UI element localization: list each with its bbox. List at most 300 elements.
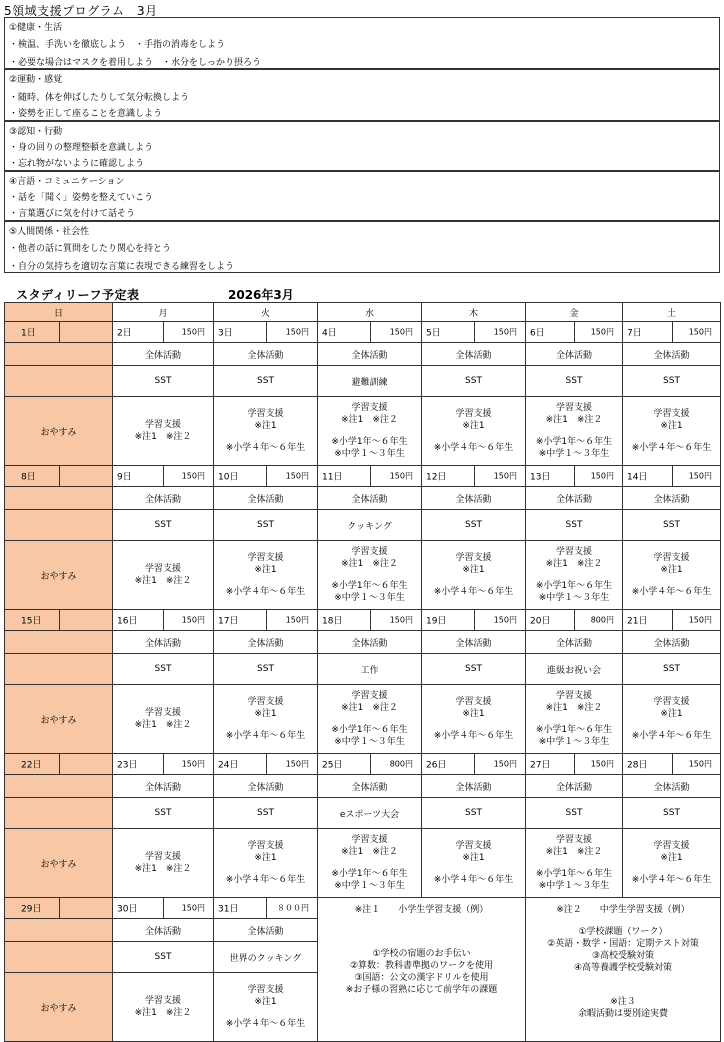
study-support-cell (623, 829, 721, 898)
divider (672, 754, 673, 774)
study-line: ※注1 ※注２ (134, 576, 192, 586)
divider (266, 898, 267, 918)
fee: 150円 (493, 327, 517, 337)
study-line: ※小学４年～６年生 (225, 731, 306, 741)
study-line: ※小学４年～６年生 (225, 587, 306, 597)
spacer (318, 426, 421, 436)
date-cell (422, 322, 526, 343)
fee: 150円 (688, 615, 712, 625)
activity-label: 全体活動 (247, 350, 284, 361)
study-line: ※注1 ※注２ (134, 720, 192, 730)
event-cell (113, 510, 214, 541)
event-cell (623, 654, 721, 685)
study-line: 学習支援 (351, 835, 388, 845)
study-line: ※小学1年～６年生 (331, 725, 408, 735)
sunday-date-cell (5, 754, 113, 775)
study-line: ※小学４年～６年生 (433, 731, 514, 741)
note2-line: ①学校課題（ワーク） (578, 927, 668, 937)
study-line: ※小学1年～６年生 (535, 581, 613, 591)
date-number: 26日 (426, 760, 447, 771)
divider (163, 754, 164, 774)
day-header (623, 303, 721, 322)
study-support-cell (214, 397, 318, 466)
fee: ８００円 (277, 903, 309, 913)
date-cell (623, 322, 721, 343)
divider (163, 610, 164, 630)
activity-label: 全体活動 (351, 782, 388, 793)
study-line: ※小学４年～６年生 (433, 443, 514, 453)
divider (574, 610, 575, 630)
study-line: 学習支援 (144, 996, 181, 1006)
event-label: SST (154, 664, 172, 674)
activity-label: 全体活動 (555, 350, 592, 361)
event-label: SST (565, 520, 583, 530)
fee: 150円 (285, 471, 309, 481)
date-number: 16日 (117, 616, 138, 627)
date-cell (318, 610, 422, 631)
event-cell (214, 654, 318, 685)
study-line: ※注1 (254, 853, 277, 863)
event-label: 避難訓練 (351, 377, 388, 388)
study-line: 学習支援 (351, 547, 388, 557)
study-line: ※注1 (660, 421, 683, 431)
day-header (526, 303, 623, 322)
section-heading: ②運動・感覚 (9, 75, 63, 85)
spacer (526, 916, 720, 926)
activity-cell (318, 343, 422, 366)
study-support-cell (113, 685, 214, 754)
section-line: ・随時、体を伸ばしたりして気分転換しよう (9, 93, 190, 103)
study-line: 学習支援 (144, 420, 181, 430)
fee: 150円 (590, 471, 614, 481)
note1-cell (318, 898, 526, 1042)
fee: 150円 (688, 327, 712, 337)
sunday-cell (5, 654, 113, 685)
date-number: 17日 (218, 616, 239, 627)
date-cell (526, 610, 623, 631)
study-support-cell (113, 541, 214, 610)
study-support-cell (318, 397, 422, 466)
activity-cell (422, 631, 526, 654)
date-cell (623, 466, 721, 487)
activity-cell (623, 775, 721, 798)
sunday-cell (5, 919, 113, 942)
note2-tail: 余暇活動は要別途実費 (577, 1009, 668, 1019)
study-line: ※小学４年～６年生 (631, 443, 712, 453)
fee: 150円 (688, 759, 712, 769)
program-title: 5領域支援プログラム 3月 (4, 4, 158, 18)
date-number: 1日 (21, 328, 36, 339)
date-number: 14日 (627, 472, 648, 483)
study-line: ※注1 ※注２ (545, 415, 603, 425)
activity-label: 全体活動 (144, 350, 181, 361)
spacer (422, 720, 525, 730)
spacer (526, 714, 622, 724)
event-label: SST (257, 520, 274, 530)
event-cell (113, 798, 214, 829)
study-line: ※小学1年～６年生 (535, 869, 613, 879)
study-line: ※注1 (462, 421, 485, 431)
fee: 800円 (590, 615, 614, 625)
activity-cell (526, 631, 623, 654)
study-line: ※小学４年～６年生 (433, 587, 514, 597)
day-header (214, 303, 318, 322)
divider (370, 466, 371, 486)
rest-label: おやすみ (40, 427, 77, 438)
program-box-cognition (4, 121, 720, 171)
divider (474, 610, 475, 630)
fee: 150円 (285, 615, 309, 625)
fee: 150円 (688, 471, 712, 481)
study-line: ※小学４年～６年生 (225, 1019, 306, 1029)
divider (266, 322, 267, 342)
study-line: 学習支援 (653, 409, 690, 419)
fee: 150円 (181, 903, 205, 913)
day-header-label: 木 (468, 308, 478, 319)
date-number: 4日 (322, 328, 337, 339)
study-line: ※注1 ※注２ (545, 559, 603, 569)
spacer (422, 864, 525, 874)
fee: 150円 (389, 327, 413, 337)
note1-line: ②算数：教科書準拠のワークを使用 (349, 961, 494, 971)
study-line: ※注1 ※注２ (134, 1008, 192, 1018)
program-box-motor (4, 69, 720, 121)
day-header-label: 火 (260, 308, 270, 319)
study-support-cell (526, 541, 623, 610)
study-line: 学習支援 (455, 841, 492, 851)
study-line: 学習支援 (455, 553, 492, 563)
rest-cell (5, 397, 113, 466)
study-line: ※注1 (660, 853, 683, 863)
note2-tail: ※注３ (610, 997, 636, 1007)
study-line: ※小学４年～６年生 (631, 587, 712, 597)
study-line: 学習支援 (351, 691, 388, 701)
study-support-cell (422, 541, 526, 610)
study-support-cell (422, 397, 526, 466)
event-label: 工作 (360, 665, 379, 676)
activity-cell (623, 631, 721, 654)
study-line: ※小学1年～６年生 (535, 437, 613, 447)
divider (574, 466, 575, 486)
event-cell (318, 510, 422, 541)
study-line: ※中学１～３年生 (334, 737, 405, 747)
study-line: ※中学１～３年生 (538, 593, 610, 603)
divider (59, 322, 60, 342)
program-box-language (4, 171, 720, 221)
study-line: ※中学１～３年生 (538, 449, 610, 459)
divider (370, 610, 371, 630)
activity-cell (526, 343, 623, 366)
date-number: 30日 (117, 904, 138, 915)
study-line: ※注1 (254, 421, 277, 431)
spacer (623, 720, 720, 730)
activity-label: 全体活動 (555, 782, 592, 793)
study-support-cell (318, 541, 422, 610)
study-support-cell (318, 829, 422, 898)
event-label: SST (663, 808, 680, 818)
activity-label: 全体活動 (555, 638, 592, 649)
study-support-cell (422, 829, 526, 898)
divider (266, 466, 267, 486)
fee: 150円 (389, 471, 413, 481)
study-line: ※注1 ※注２ (341, 559, 398, 569)
spacer (526, 426, 622, 436)
spacer (214, 864, 317, 874)
divider (672, 610, 673, 630)
activity-label: 全体活動 (247, 494, 284, 505)
divider (266, 610, 267, 630)
schedule-month: 2026年3月 (228, 288, 294, 302)
activity-label: 全体活動 (351, 350, 388, 361)
date-number: 31日 (218, 904, 239, 915)
activity-label: 全体活動 (247, 782, 284, 793)
study-line: ※小学４年～６年生 (631, 875, 712, 885)
study-line: 学習支援 (247, 409, 284, 419)
event-label: eスポーツ大会 (339, 809, 400, 820)
fee: 150円 (181, 615, 205, 625)
study-support-cell (526, 685, 623, 754)
date-number: 12日 (426, 472, 447, 483)
section-heading: ③認知・行動 (9, 127, 63, 137)
date-number: 7日 (627, 328, 642, 339)
date-cell (113, 322, 214, 343)
divider (370, 322, 371, 342)
study-line: 学習支援 (555, 691, 592, 701)
study-line: ※注1 ※注２ (341, 415, 398, 425)
fee: 800円 (389, 759, 413, 769)
spacer (526, 858, 622, 868)
rest-cell (5, 541, 113, 610)
study-support-cell (623, 541, 721, 610)
day-header-label: 金 (569, 308, 579, 319)
date-cell (214, 754, 318, 775)
spacer (422, 432, 525, 442)
study-line: ※小学４年～６年生 (631, 731, 712, 741)
activity-cell (113, 343, 214, 366)
fee: 150円 (285, 759, 309, 769)
study-line: ※注1 (254, 709, 277, 719)
study-line: ※注1 ※注２ (341, 847, 398, 857)
activity-label: 全体活動 (455, 782, 492, 793)
activity-cell (422, 487, 526, 510)
study-line: ※中学１～３年生 (334, 593, 405, 603)
study-line: ※注1 (462, 853, 485, 863)
activity-label: 全体活動 (653, 350, 690, 361)
study-support-cell (214, 541, 318, 610)
study-line: 学習支援 (455, 409, 492, 419)
event-label: SST (565, 808, 583, 818)
date-cell (422, 754, 526, 775)
sunday-cell (5, 343, 113, 366)
activity-label: 全体活動 (653, 638, 690, 649)
study-line: ※小学1年～６年生 (331, 437, 408, 447)
study-line: ※小学４年～６年生 (225, 443, 306, 453)
event-label: SST (465, 376, 482, 386)
study-line: 学習支援 (144, 852, 181, 862)
fee: 150円 (493, 615, 517, 625)
event-cell (318, 366, 422, 397)
event-cell (214, 366, 318, 397)
activity-label: 全体活動 (351, 638, 388, 649)
activity-label: 全体活動 (653, 494, 690, 505)
divider (574, 754, 575, 774)
event-label: SST (663, 664, 680, 674)
fee: 150円 (181, 327, 205, 337)
date-cell (318, 466, 422, 487)
date-number: 20日 (530, 616, 551, 627)
study-line: 学習支援 (144, 564, 181, 574)
study-line: ※中学１～３年生 (334, 881, 405, 891)
activity-cell (214, 631, 318, 654)
day-header-label: 水 (364, 308, 374, 319)
study-line: 学習支援 (247, 985, 284, 995)
divider (59, 610, 60, 630)
spacer (318, 916, 525, 948)
study-line: 学習支援 (455, 697, 492, 707)
study-line: ※注1 ※注２ (341, 703, 398, 713)
study-line: 学習支援 (144, 708, 181, 718)
event-label: SST (663, 520, 680, 530)
event-cell (526, 654, 623, 685)
date-number: 13日 (530, 472, 551, 483)
event-label: 進級お祝い会 (546, 665, 601, 676)
date-number: 15日 (21, 616, 42, 627)
sunday-cell (5, 942, 113, 973)
date-number: 19日 (426, 616, 447, 627)
date-cell (526, 322, 623, 343)
date-number: 9日 (117, 472, 132, 483)
date-number: 23日 (117, 760, 138, 771)
section-line: ・話を「聞く」姿勢を整えていこう (9, 193, 154, 203)
activity-cell (214, 487, 318, 510)
section-line: ・他者の話に質問をしたり関心を持とう (9, 244, 172, 254)
activity-cell (214, 919, 318, 942)
note1-line: ※お子様の習熟に応じて前学年の課題 (345, 985, 498, 995)
event-label: SST (465, 808, 482, 818)
date-number: 10日 (218, 472, 239, 483)
event-cell (214, 798, 318, 829)
sunday-cell (5, 510, 113, 541)
sunday-cell (5, 631, 113, 654)
study-line: ※小学1年～６年生 (331, 581, 408, 591)
date-number: 5日 (426, 328, 441, 339)
activity-cell (422, 775, 526, 798)
activity-cell (113, 919, 214, 942)
date-cell (113, 466, 214, 487)
rest-cell (5, 973, 113, 1042)
event-cell (422, 798, 526, 829)
activity-cell (422, 343, 526, 366)
date-number: 18日 (322, 616, 343, 627)
note2-cell (526, 898, 721, 1042)
fee: 150円 (285, 327, 309, 337)
study-support-cell (526, 829, 623, 898)
section-line: ・姿勢を正して座ることを意識しよう (9, 109, 163, 119)
study-line: ※注1 ※注２ (134, 864, 192, 874)
section-heading: ①健康・生活 (9, 23, 63, 33)
date-number: 25日 (322, 760, 343, 771)
event-cell (113, 654, 214, 685)
day-header (422, 303, 526, 322)
program-box-social (4, 221, 720, 273)
event-label: SST (257, 376, 274, 386)
event-cell (318, 654, 422, 685)
rest-cell (5, 829, 113, 898)
study-line: ※注1 (462, 565, 485, 575)
date-cell (318, 754, 422, 775)
study-line: ※小学４年～６年生 (433, 875, 514, 885)
study-line: 学習支援 (653, 553, 690, 563)
spacer (318, 570, 421, 580)
date-cell (113, 754, 214, 775)
date-number: 28日 (627, 760, 648, 771)
study-support-cell (214, 685, 318, 754)
study-line: ※小学1年～６年生 (331, 869, 408, 879)
date-cell (318, 322, 422, 343)
study-line: ※注1 (254, 997, 277, 1007)
event-label: SST (154, 376, 172, 386)
activity-cell (526, 487, 623, 510)
event-label: SST (257, 808, 274, 818)
divider (163, 466, 164, 486)
event-cell (214, 510, 318, 541)
fee: 150円 (181, 471, 205, 481)
spacer (214, 432, 317, 442)
spacer (214, 1008, 317, 1018)
sunday-cell (5, 366, 113, 397)
date-number: 27日 (530, 760, 551, 771)
rest-label: おやすみ (40, 859, 77, 870)
study-support-cell (113, 829, 214, 898)
activity-label: 全体活動 (144, 638, 181, 649)
study-support-cell (214, 973, 318, 1042)
activity-cell (113, 487, 214, 510)
study-line: ※小学1年～６年生 (535, 725, 613, 735)
spacer (214, 576, 317, 586)
study-support-cell (526, 397, 623, 466)
date-number: 29日 (21, 904, 42, 915)
date-number: 11日 (322, 472, 343, 483)
study-line: 学習支援 (351, 403, 388, 413)
spacer (526, 570, 622, 580)
event-cell (422, 510, 526, 541)
date-number: 3日 (218, 328, 233, 339)
spacer (214, 720, 317, 730)
date-cell (113, 898, 214, 919)
study-line: 学習支援 (653, 841, 690, 851)
spacer (526, 974, 720, 996)
study-line: 学習支援 (247, 697, 284, 707)
date-cell (214, 610, 318, 631)
date-cell (526, 466, 623, 487)
fee: 150円 (493, 471, 517, 481)
day-header-label: 土 (666, 308, 676, 319)
activity-label: 全体活動 (351, 494, 388, 505)
note2-line: ②英語・数学・国語：定期テスト対策 (547, 939, 699, 949)
event-cell (623, 510, 721, 541)
spacer (318, 714, 421, 724)
activity-cell (318, 775, 422, 798)
divider (59, 898, 60, 918)
event-cell (526, 366, 623, 397)
study-line: ※注1 (660, 565, 683, 575)
note2-heading: ※注２ 中学生学習支援（例） (556, 905, 690, 915)
sunday-date-cell (5, 322, 113, 343)
day-header (113, 303, 214, 322)
activity-label: 全体活動 (144, 782, 181, 793)
date-cell (422, 466, 526, 487)
event-label: 世界のクッキング (229, 953, 302, 964)
